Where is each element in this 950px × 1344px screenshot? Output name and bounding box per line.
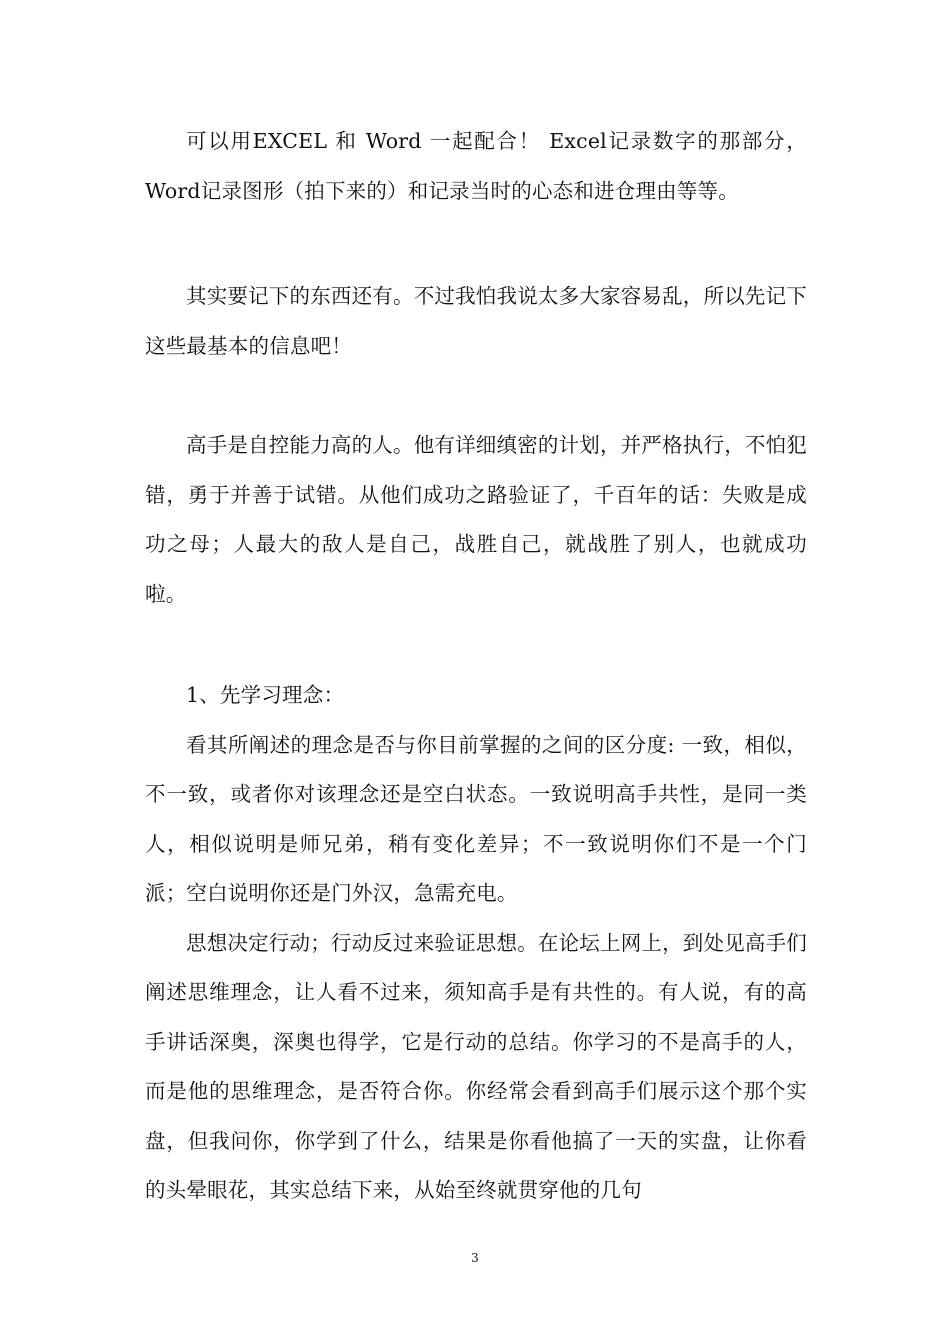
page-number: 3 (471, 1251, 479, 1265)
document-body (145, 117, 807, 1216)
paragraph-concept-comparison: 看其所阐述的理念是否与你目前掌握的之间的区分度: 一致，相似，不一致，或者你对该理念还是空白状态。一致说明高手共性，是同一类人，相似说明是师兄弟，稍有变化差异；不一致说明你们不是一个门派；空白说明你还是门外汉，急需充电。 (145, 732, 807, 905)
paragraph-excel-word: 可以用EXCEL 和 Word 一起配合！ Excel记录数字的那部分，Word记录图形（拍下来的）和记录当时的心态和进仓理由等等。 (145, 129, 807, 203)
paragraph-thought-action: 思想决定行动；行动反过来验证思想。在论坛上网上，到处见高手们阐述思维理念，让人看不过来，须知高手是有共性的。有人说，有的高手讲话深奥，深奥也得学，它是行动的总结。你学习的不是高手的人，而是他的思维理念，是否符合你。你经常会看到高手们展示这个那个实盘，但我问你，你学到了什么，结果是你看他搞了一天的实盘，让你看的头晕眼花，其实总结下来，从始至终就贯穿他的几句 (145, 930, 807, 1202)
section-heading-learn-concepts: 1、先学习理念： (186, 683, 345, 707)
paragraph-record-more: 其实要记下的东西还有。不过我怕我说太多大家容易乱，所以先记下这些最基本的信息吧！ (145, 284, 807, 358)
paragraph-master-self-control: 高手是自控能力高的人。他有详细缜密的计划，并严格执行，不怕犯错，勇于并善于试错。从他们成功之路验证了，千百年的话：失败是成功之母；人最大的敌人是自己，战胜自己，就战胜了别人，也就成功啦。 (145, 433, 807, 606)
